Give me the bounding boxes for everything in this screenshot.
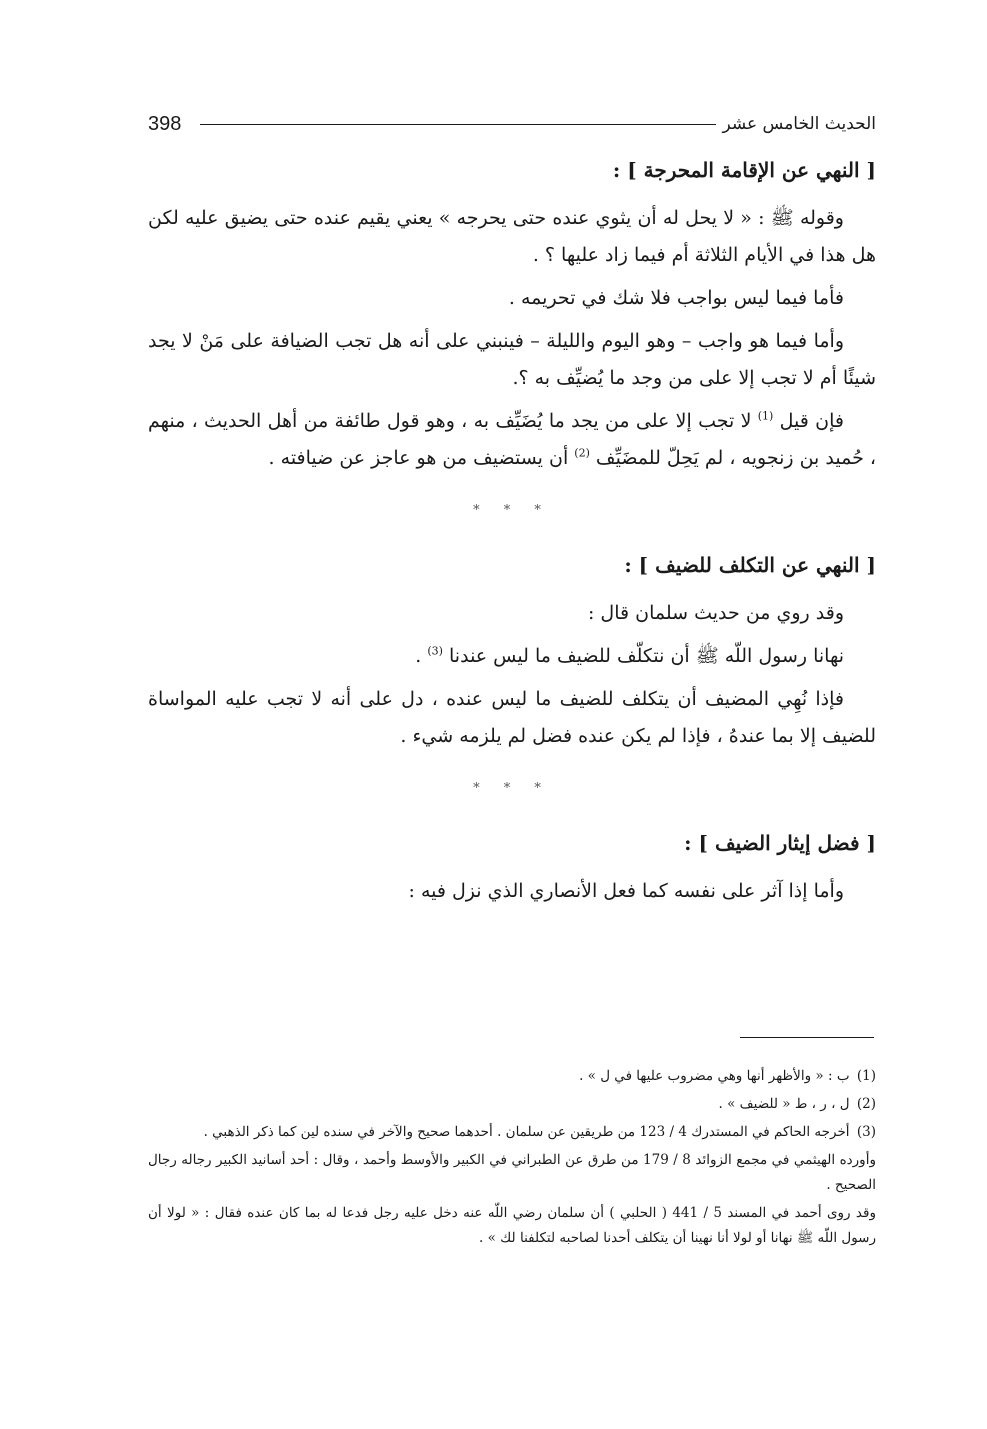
section-separator: * * * (473, 781, 551, 796)
page-header (148, 104, 876, 144)
footnote (148, 1120, 876, 1145)
main-text (148, 150, 876, 916)
running-head: الحديث الخامس عشر (722, 114, 876, 134)
paragraph (148, 638, 876, 675)
section-heading: [ النهي عن الإقامة المحرجة ] : (612, 158, 876, 182)
paragraph: وأما إذا آثر على نفسه كما فعل الأنصاري الذي نزل فيه : (408, 880, 844, 902)
text-run: نهانا رسول اللّه ﷺ أن نتكلّف للضيف ما ليس عندنا (449, 645, 844, 667)
footnote-ref[interactable]: (3) (427, 644, 443, 658)
footnote-number: (3) (856, 1124, 876, 1140)
footnote-number: (1) (856, 1068, 876, 1084)
paragraph: فأما فيما ليس بواجب فلا شك في تحريمه . (508, 287, 844, 309)
section-separator: * * * (473, 503, 551, 518)
text-run: فإن قيل (779, 410, 844, 432)
paragraph: وقوله ﷺ : « لا يحل له أن يثوي عنده حتى يحرجه » يعني يقيم عنده حتى يضيق عليه لكن هل هذا في الأيام الثلاثة أم فيما زاد عليها ؟ . (148, 207, 876, 266)
footnote-continuation: وأورده الهيثمي في مجمع الزوائد 8 / 179 من طرق عن الطبراني في الكبير والأوسط وأحمد ، وقال : أحد أسانيد الكبير رجاله رجال الصحيح . (148, 1152, 876, 1193)
footnote (148, 1064, 876, 1089)
footnote-continuation: وقد روى أحمد في المسند 5 / 441 ( الحلبي ) أن سلمان رضي اللّه عنه دخل عليه رجل فدعا له بما كان عنده فقال : « لولا أن رسول اللّه ﷺ نهانا أو لولا أنا نهينا أن يتكلف أحدنا لصاحبه لتكلفنا لك » . (148, 1205, 876, 1246)
footnote (148, 1092, 876, 1117)
paragraph: وأما فيما هو واجب – وهو اليوم والليلة – فينبني على أنه هل تجب الضيافة على مَنْ لا يجد شيئًا أم لا تجب إلا على من وجد ما يُضيِّف به ؟. (148, 330, 876, 389)
footnotes (148, 1064, 876, 1254)
footnote-divider (740, 1037, 874, 1038)
footnote-ref[interactable]: (1) (757, 409, 774, 423)
footnote-text: أخرجه الحاكم في المستدرك 4 / 123 من طريقين عن سلمان . أحدهما صحيح والآخر في سنده لين كما ذكر الذهبي . (203, 1124, 850, 1140)
footnote-ref[interactable]: (2) (574, 446, 590, 460)
paragraph: فإذا نُهِي المضيف أن يتكلف للضيف ما ليس عنده ، دل على أنه لا تجب عليه المواساة للضيف إلا بما عندهُ ، فإذا لم يكن عنده فضل لم يلزمه شيء . (148, 688, 876, 747)
footnote-text: ب : « والأظهر أنها وهي مضروب عليها في ل » . (579, 1068, 850, 1084)
paragraph (148, 403, 876, 477)
text-run: . (415, 645, 428, 667)
text-run: لا تجب إلا على من يجد ما يُضَيِّف به ، وهو قول طائفة من أهل الحديث ، منهم ، حُميد بن زنجويه ، لم يَحِلّ للمضَيِّف (148, 410, 876, 469)
paragraph: وقد روي من حديث سلمان قال : (587, 602, 844, 624)
footnote-number: (2) (856, 1096, 876, 1112)
header-rule (200, 124, 716, 125)
text-run: أن يستضيف من هو عاجز عن ضيافته . (268, 447, 575, 469)
section-heading: [ النهي عن التكلف للضيف ] : (624, 553, 876, 577)
page-number: 398 (148, 112, 182, 135)
footnote-text: ل ، ر ، ط « للضيف » . (718, 1096, 850, 1112)
section-heading: [ فضل إيثار الضيف ] : (684, 831, 876, 855)
